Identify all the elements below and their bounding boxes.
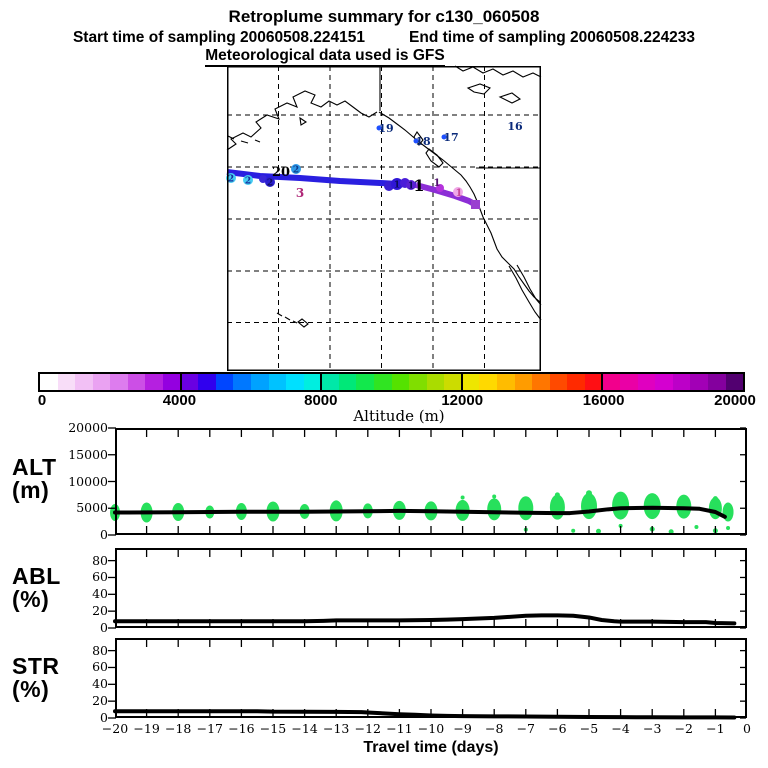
trajectory-marker-label: 2 [227,174,235,185]
colorbar-divider [461,374,463,390]
colorbar-segment [532,374,550,390]
alt-y-tick-label: 5000 [76,500,108,516]
colorbar-segment [427,374,445,390]
colorbar-segment [356,374,374,390]
day-number-label: 19 [378,122,394,135]
x-axis-tick-label: −11 [386,721,413,736]
aleutian-islands [228,136,260,143]
met-data-label: Meteorological data used is GFS [205,47,444,67]
str-y-tick-label: 0 [100,710,108,725]
colorbar-divider [180,374,182,390]
trajectory-marker-label: 1 [393,180,401,191]
interior-lake-2 [500,93,520,103]
x-axis-tick-label: 0 [743,721,751,736]
x-axis-tick-label: −10 [417,721,445,736]
str-panel [115,638,747,718]
x-axis-tick-label: −2 [674,721,694,736]
x-axis-tick-label: −14 [291,721,318,736]
x-axis-tick-label: −3 [642,721,662,736]
colorbar-segment [163,374,181,390]
colorbar-segment [233,374,251,390]
colorbar-segment [726,374,744,390]
colorbar-segment [286,374,304,390]
x-axis-tick-label: −16 [228,721,255,736]
plume-outlier-dot [726,526,730,530]
day-number-label: 17 [443,131,459,144]
plume-outlier-dot [713,496,718,501]
day-number-label: 1 [413,176,425,195]
trajectory-end-cap [471,200,480,209]
str-y-tick-label: 20 [92,693,108,709]
trajectory-map [227,66,541,371]
coastline-west-coast [379,112,540,302]
abl-frame [116,549,746,627]
plume-outlier-dot [694,525,698,529]
kodiak-island [300,118,306,125]
colorbar-segment [567,374,585,390]
str-y-tick-label: 60 [92,659,108,675]
x-axis-tick-label: −4 [611,721,630,736]
abl-y-tick-label: 60 [92,569,108,585]
coastline-arctic [455,66,541,77]
trajectory-marker-label: 2 [292,165,300,176]
trajectory-marker-label: 1 [407,181,415,192]
coastline-alaska [227,91,377,150]
alt-y-tick-label: 0 [100,527,108,542]
colorbar-segment [392,374,410,390]
abl-y-tick-label: 80 [92,552,108,568]
str-axis-label-line2: (%) [12,676,50,702]
abl-y-tick-label: 0 [100,620,108,635]
colorbar-segment [673,374,691,390]
day-number-label: 20 [271,165,291,180]
x-axis-tick-label: −18 [164,721,192,736]
colorbar-segment [409,374,427,390]
colorbar-tick-label: 4000 [162,392,197,409]
coastline [227,66,541,327]
abl-y-tick-label: 40 [92,586,108,602]
colorbar-segment [321,374,339,390]
abl-y-tick-label: 20 [92,603,108,619]
hawaii-islands [277,313,308,327]
colorbar-segment [93,374,111,390]
plume-extent-blob [518,496,533,520]
x-axis-tick-label: −6 [548,721,567,736]
colorbar-segment [145,374,163,390]
abl-panel [115,548,747,628]
colorbar-title: Altitude (m) [353,407,445,425]
map-grid [227,66,541,371]
plume-outlier-dot [571,529,575,533]
altitude-colorbar [38,372,745,392]
map-markers [226,120,523,200]
plume-outlier-dot [586,490,592,496]
colorbar-segment [603,374,621,390]
x-axis-tick-label: −13 [322,721,350,736]
trajectory-line [416,185,476,205]
day-number-label: 1 [433,178,441,189]
colorbar-tick-label: 0 [37,392,47,409]
alt-axis-label-line1: ALT [12,454,57,480]
str-frame [116,639,746,717]
colorbar-segment [339,374,357,390]
colorbar-segment [690,374,708,390]
colorbar-tick-label: 20000 [714,392,756,409]
colorbar-segment [374,374,392,390]
colorbar-segment [251,374,269,390]
colorbar-segment [269,374,287,390]
colorbar-segment [304,374,322,390]
sampling-times-line [0,29,768,47]
str-y-tick-label: 80 [92,642,108,658]
plume-extent-blob [487,498,501,520]
plume-outlier-dot [555,492,560,497]
colorbar-segment [181,374,199,390]
day-number-label: 3 [295,186,305,200]
x-axis-tick-label: −12 [354,721,381,736]
plume-outlier-dot [681,495,686,500]
colorbar-segment [497,374,515,390]
alt-panel [115,428,747,535]
trajectory-marker-label: 2 [244,176,252,187]
plume-outlier-dot [334,500,338,504]
plume-outlier-dot [649,493,655,499]
x-axis-tick-label: −5 [579,721,599,736]
colorbar-segment [462,374,480,390]
colorbar-segment [110,374,128,390]
day-number-label: 16 [507,120,523,133]
x-axis-title: Travel time (days) [363,739,499,756]
x-axis-tick-label: −1 [706,721,725,736]
alt-y-tick-label: 15000 [68,446,108,462]
interior-lake [468,84,490,94]
colorbar-segment [58,374,76,390]
end-time-label: End time of sampling 20060508.224233 [409,29,696,46]
trajectory-marker-label: 2 [266,178,274,189]
colorbar-segment [444,374,462,390]
colorbar-segment [515,374,533,390]
x-axis-tick-label: −8 [484,721,504,736]
colorbar-segment [655,374,673,390]
abl-data-line [115,615,734,623]
x-axis-tick-label: −20 [101,721,129,736]
alt-axis-label-line2: (m) [12,477,50,503]
day-number-label: 1 [455,188,463,199]
colorbar-segment [708,374,726,390]
colorbar-segment [128,374,146,390]
abl-plot [115,548,747,628]
plume-extent-blob [550,495,565,520]
colorbar-segment [75,374,93,390]
colorbar-tick-label: 8000 [304,392,338,409]
abl-axis-label-line2: (%) [12,586,50,612]
colorbar-segment [40,374,58,390]
colorbar-segment [638,374,656,390]
str-plot [115,638,747,718]
baja-coast [509,266,541,320]
alt-y-tick-label: 10000 [68,473,108,489]
plume-outlier-dot [461,496,465,500]
colorbar-tick-label: 12000 [441,392,484,409]
colorbar-segment [585,374,603,390]
colorbar-segment [198,374,216,390]
alt-y-tick-label: 20000 [68,420,108,435]
colorbar-segment [479,374,497,390]
colorbar-divider [320,374,322,390]
str-axis-label-line1: STR [12,653,60,679]
x-axis-tick-label: −19 [133,721,160,736]
plume-extent-blob [581,493,597,519]
x-axis-tick-label: −7 [516,721,536,736]
alt-plot [115,428,747,535]
str-y-tick-label: 40 [92,676,108,692]
colorbar-segment [216,374,234,390]
colorbar-divider [601,374,603,390]
colorbar-segment [620,374,638,390]
colorbar-tick-label: 16000 [582,392,625,409]
day-number-label: 18 [415,135,431,148]
abl-axis-label-line1: ABL [12,563,61,589]
plume-outlier-dot [622,498,626,502]
x-axis-tick-label: −17 [196,721,223,736]
colorbar-segment [550,374,568,390]
x-axis-tick-label: −15 [259,721,287,736]
met-data-line [0,47,768,67]
start-time-label: Start time of sampling 20060508.224151 [72,29,366,46]
figure-title: Retroplume summary for c130_060508 [228,7,540,26]
plume-outlier-dot [492,494,496,498]
x-axis-tick-label: −9 [453,721,472,736]
